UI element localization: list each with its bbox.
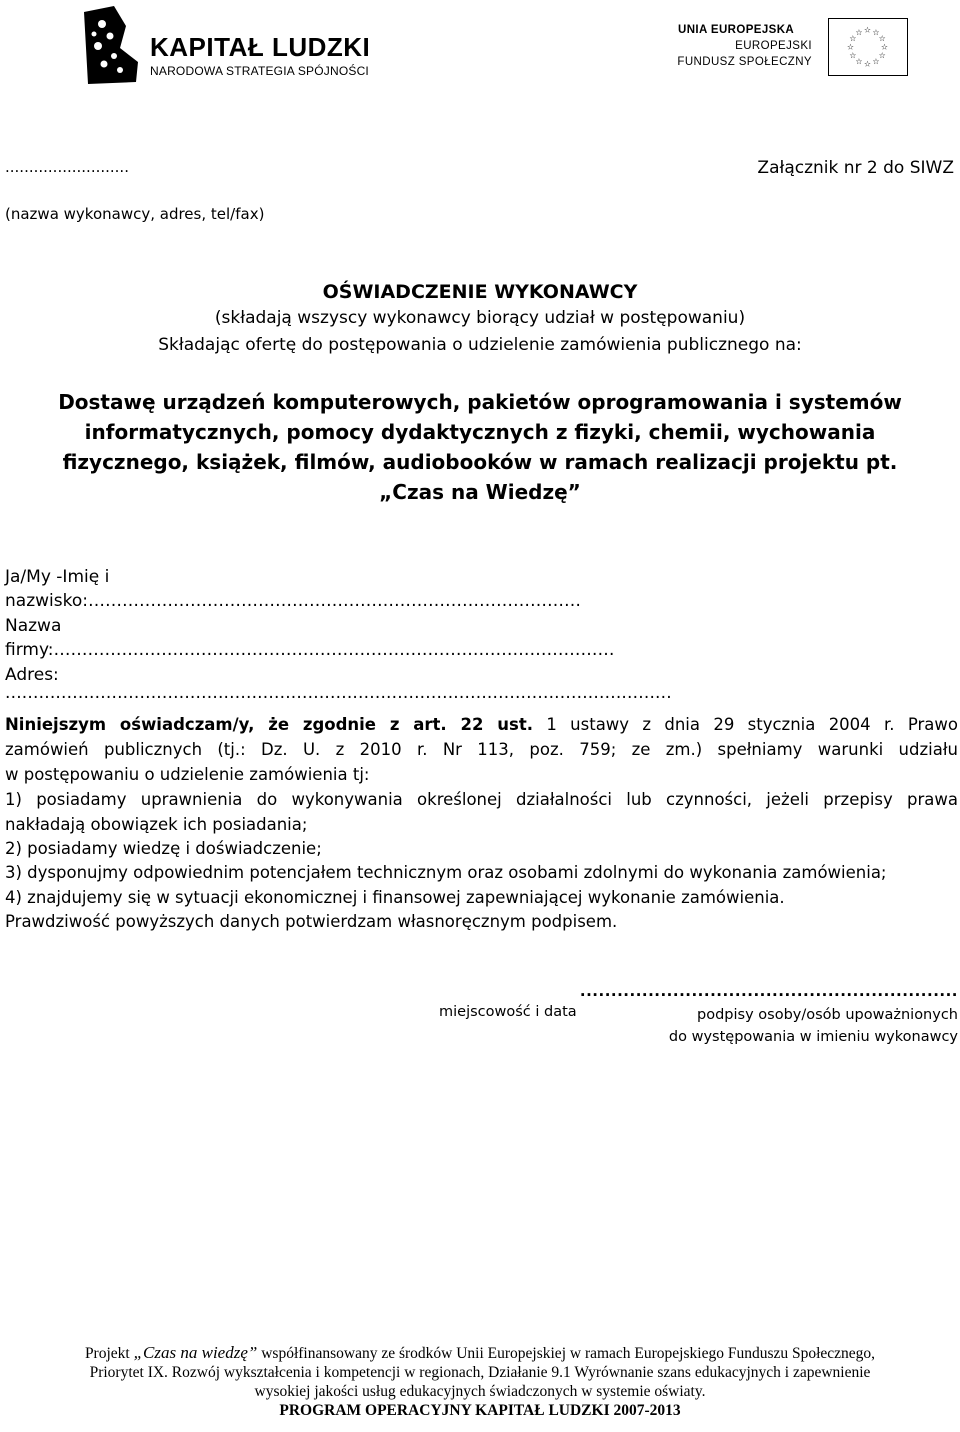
- place-date-label: miejscowość i data: [439, 1004, 577, 1020]
- star-icon: ☆: [878, 34, 886, 43]
- company-field: firmy:………………………………………………………………………………………: [5, 640, 615, 660]
- statement-line1-bold: Niniejszym oświadczam/y, że zgodnie z art. 22 ust.: [5, 715, 534, 734]
- name-label: Ja/My -Imię i: [5, 567, 110, 587]
- subject-line2: informatycznych, pomocy dydaktycznych z fizyki, chemii, wychowania: [84, 420, 876, 444]
- contractor-hint: (nazwa wykonawcy, adres, tel/fax): [5, 205, 265, 223]
- kapital-ludzki-logo: [80, 6, 371, 86]
- footer-line1-pre: Projekt: [84, 1345, 134, 1362]
- star-icon: ☆: [855, 27, 863, 37]
- star-icon: ☆: [872, 57, 880, 67]
- eu-logo-line1: UNIA EUROPEJSKA: [678, 24, 795, 36]
- subject-line4: „Czas na Wiedzę”: [379, 480, 581, 504]
- star-icon: ☆: [846, 42, 855, 52]
- statement-item1-line1: 1) posiadamy uprawnienia do wykonywania określonej działalności lub czynności, jeżeli przepisy prawa: [5, 790, 958, 809]
- star-icon: ☆: [849, 51, 857, 60]
- kapital-ludzki-logo-icon: [80, 6, 142, 84]
- footer: [0, 1343, 960, 1420]
- footer-project-name: „Czas na wiedzę”: [133, 1343, 258, 1362]
- footer-line1: [0, 1343, 960, 1363]
- footer-line4: PROGRAM OPERACYJNY KAPITAŁ LUDZKI 2007-2013: [279, 1402, 681, 1419]
- signatures-label-line2: do występowania w imieniu wykonawcy: [668, 1029, 958, 1045]
- title-sub1: (składają wszyscy wykonawcy biorący udział w postępowaniu): [214, 308, 746, 328]
- star-icon: ☆: [863, 25, 872, 35]
- statement-line2: zamówień publicznych (tj.: Dz. U. z 2010 r. Nr 113, poz. 759; ze zm.) spełniamy warunki udziału: [5, 740, 958, 759]
- signatures-label-line1: podpisy osoby/osób upoważnionych: [697, 1007, 958, 1023]
- signature-dots: .............................................................: [579, 982, 958, 1000]
- statement-item1-line2: nakładają obowiązek ich posiadania;: [5, 815, 308, 834]
- subject-line3: fizycznego, książek, filmów, audiobooków w ramach realizacji projektu pt.: [62, 450, 898, 474]
- statement-line1-normal: 1 ustawy z dnia 29 stycznia 2004 r. Prawo: [533, 715, 958, 734]
- company-label: Nazwa: [5, 616, 62, 636]
- star-icon: ☆: [863, 59, 872, 69]
- annex-label: Załącznik nr 2 do SIWZ: [757, 158, 954, 178]
- eu-logo-line3: FUNDUSZ SPOŁECZNY: [677, 56, 812, 68]
- page-title: OŚWIADCZENIE WYKONAWCY: [322, 281, 638, 303]
- name-field: nazwisko:……………………………………………………………………………: [5, 591, 581, 611]
- title-sub2: Składając ofertę do postępowania o udzielenie zamówienia publicznego na:: [158, 335, 802, 355]
- contractor-dots: ..........................: [5, 158, 129, 176]
- statement-item3: 3) dysponujmy odpowiednim potencjałem technicznym oraz osobami zdolnymi do wykonania zamówienia;: [5, 863, 887, 882]
- footer-line1-post: współfinansowany ze środków Unii Europejskiej w ramach Europejskiego Funduszu Społecznego,: [257, 1345, 876, 1362]
- statement-item2: 2) posiadamy wiedzę i doświadczenie;: [5, 839, 322, 858]
- address-field: .......................................................................................................................: [5, 683, 672, 703]
- eu-logo-line2: EUROPEJSKI: [735, 40, 812, 52]
- star-icon: ☆: [880, 42, 889, 52]
- logo-left-title: KAPITAŁ LUDZKI: [150, 32, 371, 62]
- statement-line1: [5, 713, 958, 737]
- star-icon: ☆: [878, 51, 886, 60]
- eu-flag-icon: [828, 18, 908, 76]
- statement-closing: Prawdziwość powyższych danych potwierdzam własnoręcznym podpisem.: [5, 912, 618, 931]
- footer-line2: Priorytet IX. Rozwój wykształcenia i kompetencji w regionach, Działanie 9.1 Wyrównanie szans edukacyjnych i zapewnienie: [89, 1364, 871, 1381]
- footer-line3: wysokiej jakości usług edukacyjnych świadczonych w systemie oświaty.: [254, 1383, 706, 1400]
- logo-left-subtitle: NARODOWA STRATEGIA SPÓJNOŚCI: [150, 64, 369, 78]
- eu-logo: [678, 18, 908, 78]
- star-icon: ☆: [849, 34, 857, 43]
- signatures-label: [669, 1004, 958, 1048]
- subject-line1: Dostawę urządzeń komputerowych, pakietów oprogramowania i systemów: [58, 390, 902, 414]
- address-label: Adres:: [5, 665, 59, 685]
- star-icon: ☆: [855, 57, 863, 67]
- statement-item4: 4) znajdujemy się w sytuacji ekonomicznej i finansowej zapewniającej wykonanie zamówienia.: [5, 888, 785, 907]
- statement-line3: w postępowaniu o udzielenie zamówienia tj:: [5, 765, 370, 784]
- star-icon: ☆: [872, 27, 880, 37]
